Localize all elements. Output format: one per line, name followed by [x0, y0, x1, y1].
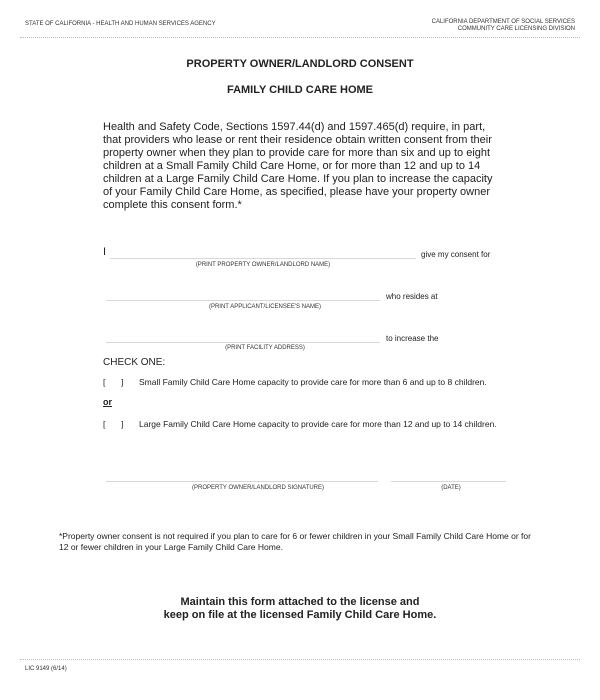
applicant-name-caption: (PRINT APPLICANT/LICENSEE'S NAME) — [208, 304, 322, 310]
check-one-label: CHECK ONE: — [103, 357, 166, 368]
small-home-option: Small Family Child Care Home capacity to provide care for more than 6 and up to 8 children. — [139, 377, 487, 387]
owner-name-caption: (PRINT PROPERTY OWNER/LANDLORD NAME) — [195, 262, 331, 268]
bracket-open: [ — [103, 419, 106, 429]
department-name: CALIFORNIA DEPARTMENT OF SOCIAL SERVICES — [431, 19, 575, 25]
large-home-checkbox[interactable] — [103, 419, 105, 430]
footer-divider — [20, 659, 580, 660]
signature-field[interactable] — [106, 481, 378, 482]
form-subtitle: FAMILY CHILD CARE HOME — [226, 84, 374, 96]
date-field[interactable] — [391, 481, 506, 482]
resides-at-text: who resides at — [386, 292, 438, 301]
division-name: COMMUNITY CARE LICENSING DIVISION — [457, 26, 575, 32]
header-divider — [20, 37, 580, 38]
bracket-close: ] — [121, 419, 124, 429]
date-caption: (DATE) — [441, 485, 461, 491]
footnote: *Property owner consent is not required if you plan to care for 6 or fewer children in your Small Family Child Care Home or for 12 or fewer children in your Large Family Child Care Home. — [59, 531, 531, 552]
maintain-line-1: Maintain this form attached to the license and — [180, 596, 420, 608]
maintain-notice — [0, 596, 600, 622]
agency-header-left: STATE OF CALIFORNIA - HEALTH AND HUMAN SERVICES AGENCY — [25, 21, 216, 27]
owner-name-field[interactable] — [110, 258, 416, 259]
applicant-name-field[interactable] — [106, 300, 380, 301]
bracket-open: [ — [103, 377, 106, 387]
facility-address-caption: (PRINT FACILITY ADDRESS) — [225, 345, 305, 351]
form-number: LIC 9149 (6/14) — [25, 666, 67, 672]
large-home-option: Large Family Child Care Home capacity to provide care for more than 12 and up to 14 children. — [139, 419, 497, 429]
bracket-close: ] — [121, 377, 124, 387]
intro-paragraph: Health and Safety Code, Sections 1597.44(d) and 1597.465(d) require, in part, that providers who lease or rent their residence obtain written consent from their property owner when they plan to provide care for more than six and up to eight children at a Small Family Child Care Home, or for more than 12 and up to 14 children at a Large Family Child Care Home. If you plan to increase the capacity of your Family Child Care Home, as specified, please have your property owner complete this consent form.* — [103, 121, 493, 211]
give-consent-text: give my consent for — [421, 250, 491, 259]
i-label: I — [103, 246, 107, 258]
facility-address-field[interactable] — [106, 342, 380, 343]
or-label: or — [103, 397, 112, 407]
increase-text: to increase the — [386, 334, 439, 343]
form-title: PROPERTY OWNER/LANDLORD CONSENT — [186, 58, 414, 70]
agency-header-right — [432, 19, 575, 33]
maintain-line-2: keep on file at the licensed Family Child Care Home. — [163, 609, 437, 621]
small-home-checkbox[interactable] — [103, 377, 105, 388]
signature-caption: (PROPERTY OWNER/LANDLORD SIGNATURE) — [191, 485, 325, 491]
